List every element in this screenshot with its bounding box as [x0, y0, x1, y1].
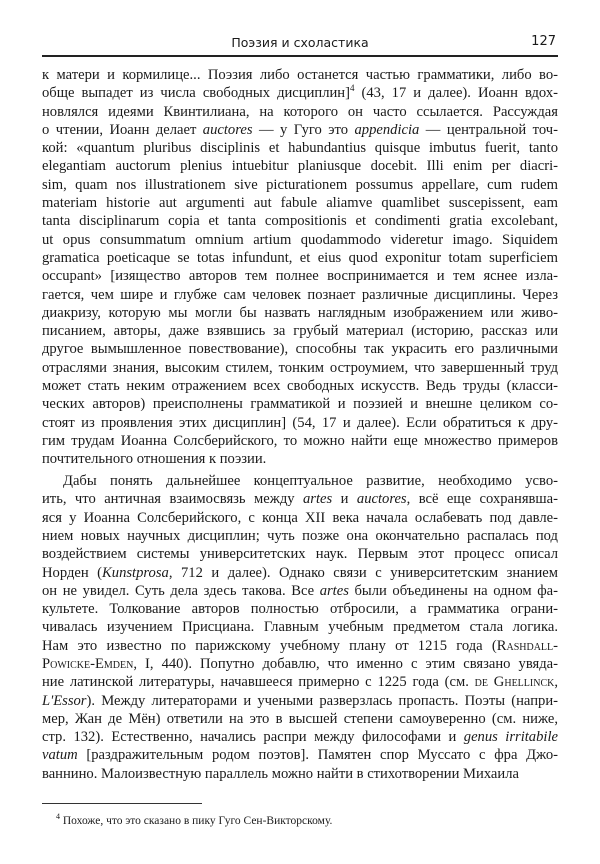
italic-text: genus irritabile: [463, 729, 558, 746]
text-segment: materiam historie aut argumenti aut fabule aliamve quamlibet suscepissent, eam: [42, 195, 558, 212]
small-caps-text: Rashdall-: [496, 637, 558, 654]
text-segment: стоят из проявления этих дисциплин] (54, 17 и далее). Если обратиться к дру-: [42, 414, 558, 431]
text-line: [42, 545, 558, 563]
text-line: [42, 432, 558, 450]
text-segment: ить, что античная взаимосвязь между: [42, 491, 303, 508]
text-segment: к матери и кормилице... Поэзия либо останется частью грамматики, либо во-: [42, 67, 558, 83]
text-line: [42, 710, 558, 728]
text-segment: Дабы понять дальнейшее концептуальное развитие, необходимо усво-: [63, 473, 558, 490]
text-line: [42, 395, 558, 413]
text-line: [42, 212, 558, 230]
text-segment: [раздражительным родом поэтов]. Памятен спор Муссато с фра Джо-: [77, 747, 558, 764]
text-line: [42, 692, 558, 710]
text-line: [42, 359, 558, 377]
text-line: [42, 304, 558, 322]
text-line: [42, 340, 558, 358]
text-segment: стр. 132). Естественно, начались распри между философами и: [42, 729, 464, 746]
text-segment: — центральной точ-: [419, 121, 558, 138]
italic-text: auctores: [202, 121, 253, 138]
text-segment: gramatica poeticaque se totas infundunt, et eius quod exponitur totam superficiem: [42, 249, 558, 266]
text-segment: может стать неким отражением всех свободных искусств. Ведь труды (класси-: [42, 378, 558, 395]
text-segment: Нам это известно по парижскому учебному плану от 1215 года (: [42, 637, 497, 654]
header-rule: [42, 55, 558, 57]
text-segment: нием новых научных дисциплин; чуть позже она окончательно распалась под: [42, 527, 558, 544]
text-segment: , 712 и далее). Однако связи с университетским знанием: [168, 564, 558, 581]
text-segment: яся у Иоанна Солсберийского, с конца XII века начала ослабевать под давле-: [42, 509, 558, 526]
footnote-rule: [42, 803, 202, 804]
text-line: [42, 600, 558, 618]
text-segment: ваннино. Малоизвестную параллель можно найти в стихотворении Михаила: [42, 765, 519, 782]
text-segment: ние латинской литературы, начавшееся примерно с 1225 года (см.: [42, 674, 475, 691]
page-number: 127: [531, 34, 556, 49]
text-segment: чивалась изучением Присциана. Главным учебным предметом стала логика.: [42, 619, 558, 636]
text-segment: почтительного отношения к поэзии.: [42, 451, 267, 468]
text-line: [42, 765, 558, 783]
text-line: [42, 472, 558, 490]
text-segment: гим трудам Иоанна Солсберийского, то можно найти еще множество примеров: [42, 432, 558, 449]
text-line: [42, 121, 558, 139]
text-segment: , I, 440). Попутно добавлю, что именно с этим связано увяда-: [133, 656, 558, 672]
text-segment: tanta disciplinarum copia et tanta compositionis et condimenti gratia excolebant,: [42, 213, 558, 230]
text-line: [42, 249, 558, 267]
text-line: [42, 490, 558, 508]
text-segment: о чтении, Иоанн делает: [42, 121, 203, 138]
text-line: [42, 66, 558, 84]
text-line: [42, 450, 558, 468]
paragraph: [42, 66, 558, 469]
text-segment: occupant» [изящество авторов тем полнее воспринимается и тем яснее изла-: [42, 268, 558, 285]
text-segment: были объединены на одном фа-: [348, 582, 559, 599]
italic-text: vatum: [42, 747, 78, 764]
text-segment: воздействием системы университетских наук. Первым этот процесс описал: [42, 546, 558, 563]
text-segment: Норден (: [42, 564, 103, 581]
running-title: Поэзия и схоластика: [231, 35, 369, 50]
text-segment: (43, 17 и далее). Иоанн вдох-: [354, 85, 558, 102]
text-segment: гается, чем шире и глубже сам человек познает различные дисциплины. Через: [42, 286, 558, 303]
text-segment: новлялся идеями Квинтилиана, на которого он часто ссылается. Рассуждая: [42, 103, 558, 120]
small-caps-text: de Ghellinck: [474, 674, 555, 691]
text-line: [42, 637, 558, 655]
text-segment: диакризу, которую мы могли бы назвать наглядным изображением или живо-: [42, 304, 558, 321]
text-line: [42, 655, 558, 673]
text-segment: ut opus consummatum omnium artium quodammodo videretur imago. Siquidem: [42, 231, 558, 248]
footnote-reference: 4: [349, 83, 355, 94]
text-segment: elegantiam auctorum plenius intuebitur planiusque docebit. Illi enim per diacri-: [42, 158, 558, 175]
text-line: [42, 84, 558, 102]
text-line: [42, 728, 558, 746]
text-segment: писанием, авторы, даже взявшись за грубый материал (историю, рассказ или: [42, 323, 558, 340]
text-line: [42, 286, 558, 304]
text-line: [42, 527, 558, 545]
small-caps-text: Powicke-Emden: [42, 656, 134, 672]
text-line: [42, 414, 558, 432]
text-line: [42, 194, 558, 212]
body-text: [42, 66, 558, 783]
text-segment: другое вымышленное повествование), способны так украсить его различными: [42, 341, 558, 358]
text-segment: и: [332, 491, 357, 508]
text-line: [42, 103, 558, 121]
footnote-text: Похоже, что это сказано в пику Гуго Сен-Викторскому.: [62, 815, 333, 827]
text-line: [42, 322, 558, 340]
text-line: [42, 509, 558, 527]
italic-text: auctores: [356, 491, 407, 508]
text-line: [42, 377, 558, 395]
text-line: [42, 582, 558, 600]
italic-text: Kunstprosa: [102, 564, 169, 581]
italic-text: artes: [303, 491, 333, 508]
text-line: [42, 176, 558, 194]
running-header: [42, 33, 558, 53]
text-line: [42, 139, 558, 157]
text-line: [42, 267, 558, 285]
text-segment: культете. Толкование авторов полностью отбросили, а грамматика ограни-: [42, 601, 558, 618]
text-segment: ). Между литераторами и учеными разверзлась пропасть. Поэты (напри-: [86, 692, 558, 709]
text-line: [42, 564, 558, 582]
italic-text: appendicia: [354, 121, 420, 138]
italic-text: artes: [319, 582, 349, 599]
text-segment: , всё еще сохранявша-: [406, 491, 558, 508]
text-line: [42, 618, 558, 636]
text-line: [42, 746, 558, 764]
text-segment: — у Гуго это: [252, 121, 355, 138]
text-segment: sim, quam nos illustrationem sive picturationem possumus appellare, cum rudem: [42, 176, 558, 193]
text-segment: ческих авторов) преисполнены грамматикой и поэзией и внешне целиком со-: [42, 396, 558, 413]
paragraph: [42, 472, 558, 783]
text-segment: мер, Жан де Мён) ответили на это в высшей степени самоуверенно (см. ниже,: [42, 710, 558, 727]
text-line: [42, 231, 558, 249]
footnote-marker: 4: [56, 812, 60, 822]
text-segment: обще выпадет из числа свободных дисциплин]: [42, 85, 350, 102]
text-segment: отраслями знания, высоким стилем, тонким остроумием, что завершенный труд: [42, 359, 558, 376]
text-segment: кой: «quantum pluribus disciplinis et habundantius quisque imbutus fuerit, tanto: [42, 140, 558, 157]
italic-text: L'Essor: [42, 692, 87, 709]
text-segment: ,: [554, 674, 558, 691]
text-line: [42, 157, 558, 175]
text-line: [42, 673, 558, 691]
footnote: [56, 812, 333, 827]
text-segment: он не увидел. Суть дела здесь такова. Все: [42, 582, 320, 599]
